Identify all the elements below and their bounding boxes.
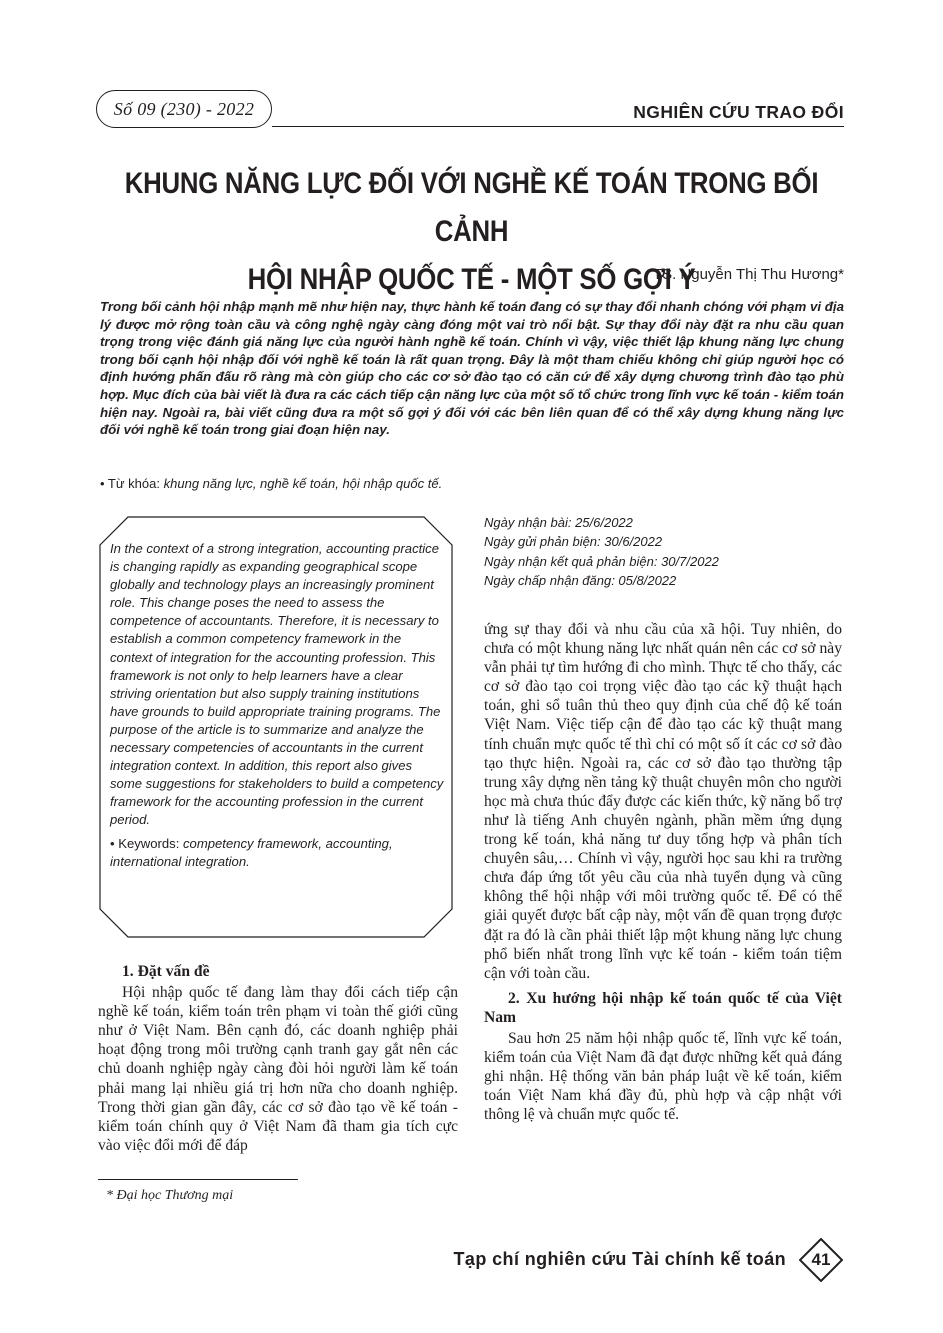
author: TS. Nguyễn Thị Thu Hương* (652, 266, 844, 283)
date-review-sent: Ngày gửi phản biện: 30/6/2022 (484, 534, 663, 550)
issue-badge (96, 90, 272, 128)
title-line-1: KHUNG NĂNG LỰC ĐỐI VỚI NGHỀ KẾ TOÁN TRONG BỐI CẢNH (124, 167, 819, 248)
journal-name: Tạp chí nghiên cứu Tài chính kế toán (453, 1249, 786, 1269)
page-number-badge (799, 1238, 843, 1282)
body-right-column (484, 620, 842, 1124)
body-left-column (98, 962, 458, 1155)
keywords-vietnamese (100, 476, 442, 491)
section-2-paragraph: Sau hơn 25 năm hội nhập quốc tế, lĩnh vực kế toán, kiểm toán của Việt Nam đã đạt được những kết quả đáng ghi nhận. Hệ thống văn bản pháp luật về kế toán, kiểm toán Việt Nam khá đầy đủ, phù hợp và cập nhật với thông lệ và chuẩn mực quốc tế. (484, 1029, 842, 1124)
page-number: 41 (811, 1250, 831, 1269)
abstract-english: In the context of a strong integration, accounting practice is changing rapidly as expanding geographical scope globally and technology plays an increasingly prominent role. This change poses the need to assess the competence of accountants. Therefore, it is necessary to establish a common competency framework in the context of integration for the accounting profession. This framework is not only to help learners have a clear striving orientation but also supply training institutions have grounds to build appropriate training programs. The purpose of the article is to summarize and analyze the necessary competencies of accountants in the current integration context. In addition, this report also gives some suggestions for stakeholders to build a competency framework for the accounting profession in the current period. (110, 541, 444, 828)
issue-number: Số 09 (230) - 2022 (113, 98, 255, 119)
english-abstract-box (98, 515, 454, 939)
abstract-vietnamese: Trong bối cảnh hội nhập mạnh mẽ như hiện nay, thực hành kế toán đang có sự thay đổi nhanh chóng với phạm vi địa lý được mở rộng toàn cầu và công nghệ ngày càng đóng một vai trò nổi bật. Sự thay đổi này đặt ra nhu cầu quan trọng trong việc đánh giá năng lực của người hành nghề kế toán. Chính vì vậy, việc thiết lập khung năng lực chung trong bối cạnh hội nhập đối với nghề kế toán là rất quan trọng. Đây là một tham chiếu không chỉ giúp người học có định hướng phấn đấu rõ ràng mà còn giúp cho các cơ sở đào tạo có căn cứ để xây dựng chương trình đào tạo phù hợp. Mục đích của bài viết là đưa ra các cách tiếp cận năng lực của một số tổ chức trong lĩnh vực kế toán - kiểm toán hiện nay. Ngoài ra, bài viết cũng đưa ra một số gợi ý đối với các bên liên quan để có thể xây dựng khung năng lực đối với nghề kế toán trong giai đoạn hiện nay. (100, 299, 844, 438)
date-accepted: Ngày chấp nhận đăng: 05/8/2022 (484, 573, 677, 589)
header-rule (272, 126, 844, 127)
section-label: NGHIÊN CỨU TRAO ĐỔI (633, 102, 844, 122)
keywords-vi-label: • Từ khóa: (100, 476, 160, 491)
date-review-result: Ngày nhận kết quả phản biện: 30/7/2022 (484, 553, 719, 569)
keywords-english (110, 835, 444, 871)
submission-dates (484, 513, 719, 591)
continued-paragraph: ứng sự thay đổi và nhu cầu của xã hội. Tuy nhiên, do chưa có một khung năng lực nhất quán nên các cơ sở này vẫn phải tự tìm hướng đi cho mình. Thực tế cho thấy, các cơ sở đào tạo coi trọng việc đào tạo các kỹ thuật hạch toán, ghi sổ tuân thủ theo quy định của chế độ kế toán Việt Nam. Việc tiếp cận để đào tạo các kỹ thuật mang tính chuẩn mực quốc tế thì chỉ có một số ít các cơ sở đào tạo thực hiện. Ngoài ra, các cơ sở đào tạo thường tập trung xây dựng nền tảng kỹ thuật chuyên môn cho người học mà chưa thúc đẩy được các kiến thức, kỹ năng bổ trợ như là tiếng Anh chuyên ngành, phần mềm ứng dụng trong kế toán, khả năng tư duy tổng hợp và phân tích chuyên sâu,… Chính vì vậy, người học sau khi ra trường chưa đáp ứng tốt yêu cầu của nhà tuyển dụng và cũng không thể hội nhập với môi trường quốc tế. Để có thể giải quyết được bất cập này, một vấn đề quan trọng được đặt ra đó là cần phải thiết lập một khung năng lực chung phổ biến nhất trong lĩnh vực kế toán - kiểm toán tiệm cận với toàn cầu. (484, 621, 842, 982)
footnote-rule (98, 1179, 298, 1180)
keywords-en-text: competency framework, accounting, international integration. (110, 835, 393, 869)
footnote: * Đại học Thương mại (106, 1188, 234, 1203)
section-2-heading: 2. Xu hướng hội nhập kế toán quốc tế của Việt Nam (484, 989, 842, 1026)
title-line-2: HỘI NHẬP QUỐC TẾ - MỘT SỐ GỢI Ý (247, 263, 696, 296)
keywords-vi-text: khung năng lực, nghề kế toán, hội nhập quốc tế. (163, 476, 443, 491)
keywords-en-label: • Keywords: (110, 835, 180, 851)
date-received: Ngày nhận bài: 25/6/2022 (484, 515, 633, 530)
section-1-heading: 1. Đặt vấn đề (122, 963, 210, 980)
section-1-paragraph: Hội nhập quốc tế đang làm thay đổi cách tiếp cận nghề kế toán, kiểm toán trên phạm vi toàn thế giới cũng như ở Việt Nam. Bên cạnh đó, các doanh nghiệp phải hoạt động trong môi trường cạnh tranh gay gắt nên các chủ doanh nghiệp ngày càng đòi hỏi người làm kế toán phải mang lại nhiều giá trị hơn nữa cho doanh nghiệp. Trong thời gian gần đây, các cơ sở đào tạo về kế toán - kiểm toán chính quy ở Việt Nam đã tham gia tích cực vào việc đổi mới để đáp (98, 984, 458, 1154)
